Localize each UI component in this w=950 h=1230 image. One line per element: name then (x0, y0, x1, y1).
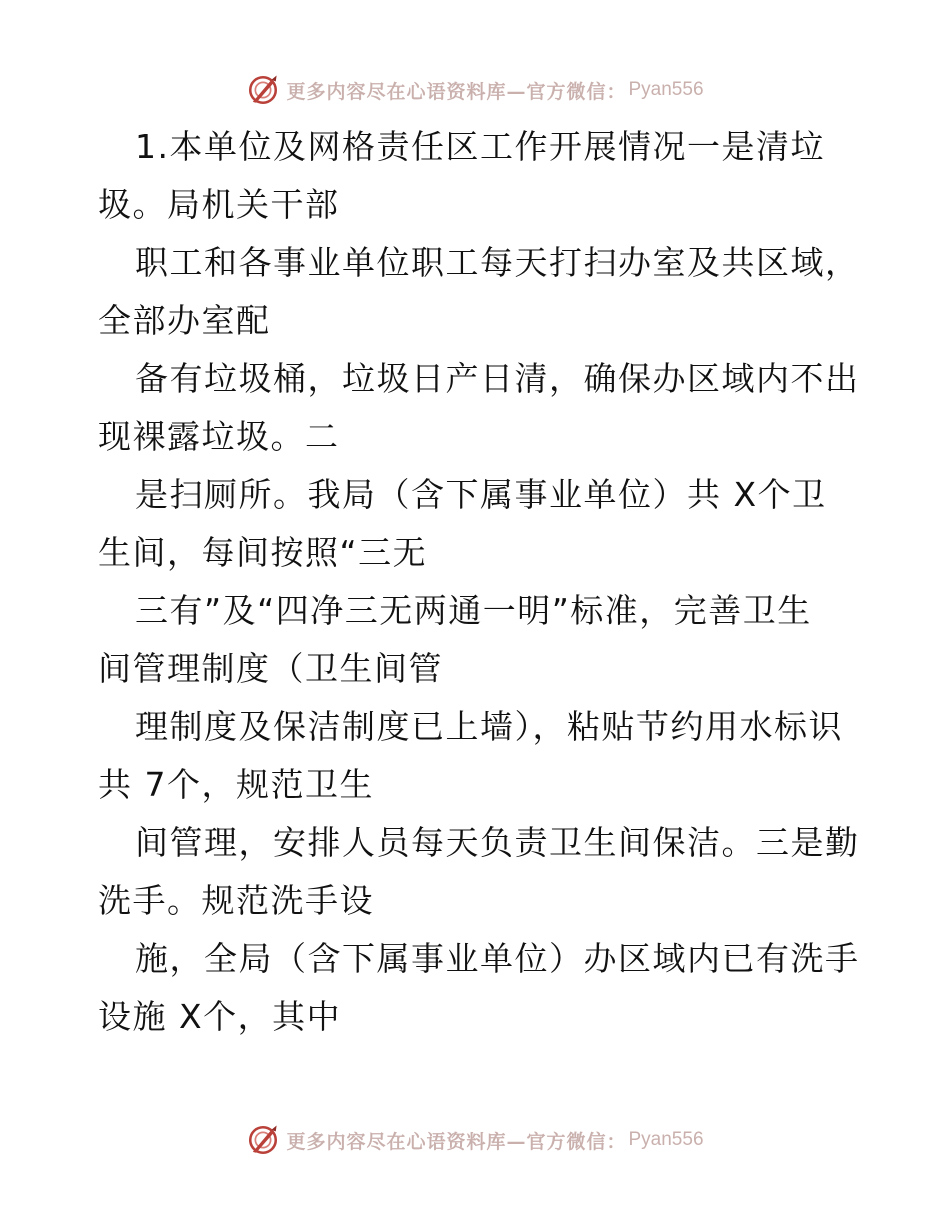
body-text-line: 生间，每间按照“三无 (98, 533, 428, 572)
body-text-line: 施，全局（含下属事业单位）办区域内已有洗手 (135, 939, 860, 978)
body-text-line: 理制度及保洁制度已上墙），粘贴节约用水标识 (135, 707, 843, 746)
body-text-line: 1.本单位及网格责任区工作开展情况一是清垃 (135, 127, 825, 166)
body-text-line: 圾。局机关干部 (98, 185, 340, 224)
watermark-text: 更多内容尽在心语资料库—官方微信： (286, 80, 627, 103)
body-text-line: 备有垃圾桶，垃圾日产日清，确保办区域内不出 (135, 359, 860, 398)
body-text-line: 共 7个，规范卫生 (98, 765, 374, 804)
header-watermark (0, 70, 950, 110)
quill-logo-icon (246, 73, 280, 107)
document-body (98, 118, 858, 1046)
quill-logo-icon (246, 1123, 280, 1157)
body-text-line: 设施 X个，其中 (98, 997, 342, 1036)
body-text-line: 是扫厕所。我局（含下属事业单位）共 X个卫 (135, 475, 827, 514)
watermark-text: 更多内容尽在心语资料库—官方微信： (286, 1130, 627, 1153)
body-text-line: 职工和各事业单位职工每天打扫办室及共区域， (135, 243, 860, 282)
watermark-account: Pyan556 (628, 1129, 704, 1150)
body-text-line: 现裸露垃圾。二 (98, 417, 340, 456)
footer-watermark (0, 1120, 950, 1160)
watermark-account: Pyan556 (628, 79, 704, 100)
body-text-line: 三有”及“四净三无两通一明”标准，完善卫生 (135, 591, 812, 630)
body-text-line: 间管理制度（卫生间管 (98, 649, 443, 688)
body-text-line: 洗手。规范洗手设 (98, 881, 374, 920)
body-text-line: 全部办室配 (98, 301, 271, 340)
body-text-line: 间管理，安排人员每天负责卫生间保洁。三是勤 (135, 823, 860, 862)
